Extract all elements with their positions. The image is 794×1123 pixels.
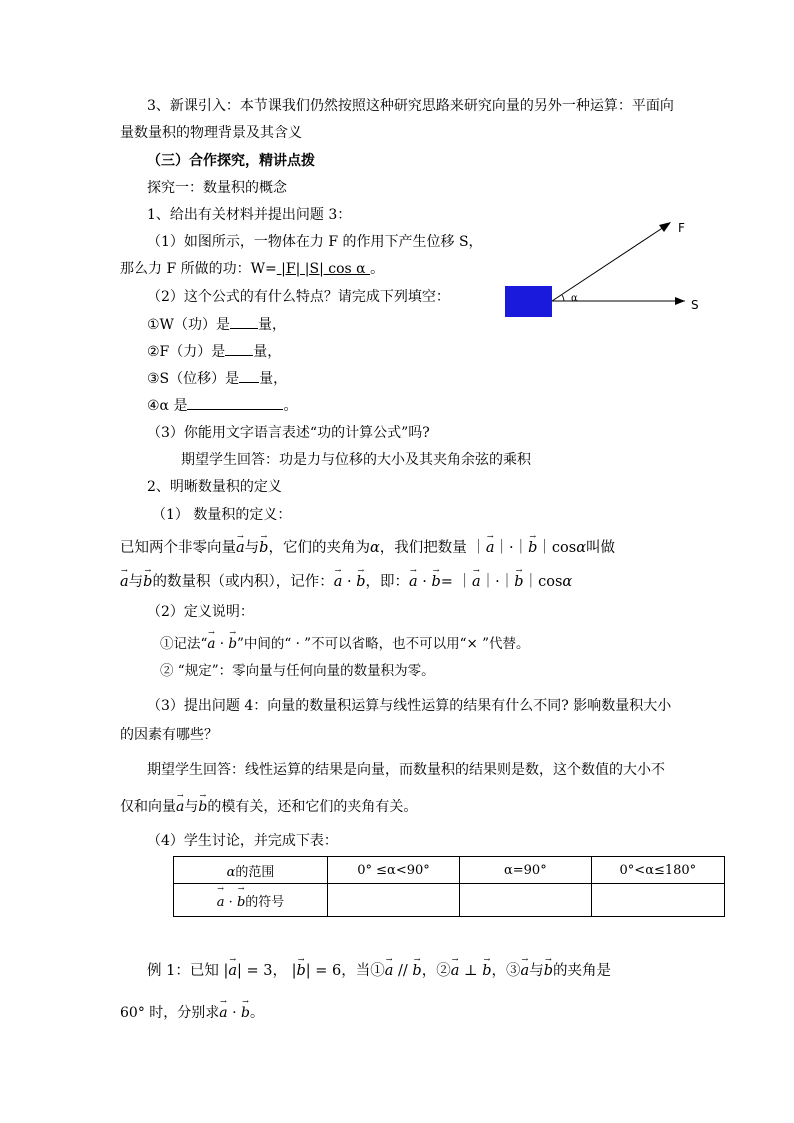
ex1-text-c: | = 6，当① xyxy=(305,963,385,979)
displacement-label: S xyxy=(691,298,699,312)
note-2: ② “规定”：零向量与任何向量的数量积为零。 xyxy=(160,663,435,679)
vector-a: → a xyxy=(217,895,225,910)
parallel-operator: // xyxy=(393,963,413,979)
definition-heading: （1） 数量积的定义： xyxy=(152,507,292,523)
alpha-symbol: α xyxy=(226,864,236,880)
fill-2-suffix: 量， xyxy=(253,344,282,360)
ex1-text-a: 例 1：已知 | xyxy=(147,963,229,979)
expected-answer-1: 期望学生回答：功是力与位移的大小及其夹角余弦的乘积 xyxy=(181,452,531,468)
force-arrow xyxy=(552,225,667,301)
displacement-arrowhead xyxy=(675,297,685,305)
d1-text-a: 已知两个非零向量 xyxy=(120,540,236,556)
fill-3-label: ③S（位移）是 xyxy=(147,371,240,387)
ex1-text-h: 与 xyxy=(529,963,544,979)
question-2: （2）这个公式的有什么特点？请完成下列填空： xyxy=(147,289,450,305)
item-2: 2、明晰数量积的定义 xyxy=(147,479,282,495)
explore-heading: 探究一：数量积的概念 xyxy=(147,180,287,196)
fill-4 xyxy=(147,395,297,416)
ex1-text-b: | = 3， | xyxy=(237,963,297,979)
definition-line-1 xyxy=(120,538,615,558)
perpendicular-operator: ⊥ xyxy=(459,963,483,979)
dot-operator: · xyxy=(417,574,432,590)
vector-b: → b xyxy=(228,634,237,654)
note-heading: （2）定义说明： xyxy=(147,604,254,620)
vector-a: → a xyxy=(385,961,394,981)
dot-operator: · xyxy=(224,894,237,910)
table-cell-obtuse[interactable] xyxy=(591,884,724,917)
question-4b: 的因素有哪些？ xyxy=(120,727,218,743)
question-3: （3）你能用文字语言表述“功的计算公式”吗? xyxy=(147,425,430,441)
vector-b: → b xyxy=(198,797,207,817)
fill-4-blank[interactable] xyxy=(187,395,283,410)
table-header-row xyxy=(174,857,725,884)
vector-b: → b xyxy=(544,961,553,981)
table-header-acute: 0° ≤α<90° xyxy=(328,857,460,884)
vector-b: → b xyxy=(412,961,421,981)
range-label: 的范围 xyxy=(235,864,275,880)
ex2-text-c: 。 xyxy=(249,1005,264,1021)
ex1-text-e: ，② xyxy=(421,963,451,979)
fill-1-blank[interactable] xyxy=(230,314,258,329)
sign-table xyxy=(173,856,725,917)
d1-text-d: ，我们把数量 ｜ xyxy=(379,540,486,556)
ex1-text-i: 的夹角是 xyxy=(552,963,611,979)
discussion-prompt: （4）学生讨论，并完成下表： xyxy=(147,833,338,849)
note-1 xyxy=(160,634,529,654)
d1-text-e: ｜·｜ xyxy=(494,540,529,556)
vector-a: → a xyxy=(207,634,215,654)
d2-text-g: ｜·｜ xyxy=(480,574,515,590)
dot-operator: · xyxy=(215,636,229,652)
table-header-obtuse: 0°<α≤180° xyxy=(591,857,724,884)
section-heading: （三）合作探究，精讲点拨 xyxy=(147,153,315,169)
vector-b: → b xyxy=(143,572,152,592)
vector-b: → b xyxy=(241,1003,250,1023)
d1-text-f: ｜cos xyxy=(537,540,577,556)
example-1-line-2 xyxy=(120,1003,264,1023)
vector-a: → a xyxy=(120,572,129,592)
vector-a: → a xyxy=(521,961,530,981)
question-1a: （1）如图所示，一物体在力 F 的作用下产生位移 S， xyxy=(147,234,483,250)
fill-2-label: ②F（力）是 xyxy=(147,344,226,360)
vector-a: → a xyxy=(219,1003,227,1023)
fill-3-suffix: 量， xyxy=(259,371,288,387)
alpha-symbol: α xyxy=(369,540,380,556)
ans2-text-1: 仅和向量 xyxy=(120,799,176,815)
ex2-text-a: 60° 时，分别求 xyxy=(120,1005,220,1021)
d2-text-d: ，即： xyxy=(365,574,409,590)
work-formula-fill: |F| |S| cos α xyxy=(276,261,371,277)
table-cell-acute[interactable] xyxy=(328,884,460,917)
fill-4-label: ④α 是 xyxy=(147,398,188,414)
angle-arc xyxy=(562,295,564,301)
intro-line-1: 3、新课引入：本节课我们仍然按照这种研究思路来研究向量的另外一种运算：平面向 xyxy=(147,98,674,114)
angle-label: α xyxy=(571,293,578,304)
vector-a: → a xyxy=(176,797,184,817)
table-cell-right[interactable] xyxy=(459,884,591,917)
object-block xyxy=(505,286,552,317)
note-1-a: ①记法“ xyxy=(160,636,208,652)
work-formula-prefix: 那么力 F 所做的功：W= xyxy=(120,261,277,277)
vector-a: → a xyxy=(334,572,343,592)
fill-1 xyxy=(147,314,286,335)
work-formula-end: 。 xyxy=(370,261,385,277)
sign-label: 的符号 xyxy=(245,894,285,910)
item-1: 1、给出有关材料并提出问题 3： xyxy=(147,207,352,223)
vector-b: → b xyxy=(356,572,365,592)
force-diagram xyxy=(495,212,710,327)
table-row xyxy=(174,884,725,917)
fill-4-suffix: 。 xyxy=(283,398,298,414)
d2-text-h: ｜cos xyxy=(523,574,563,590)
expected-answer-2a: 期望学生回答：线性运算的结果是向量，而数量积的结果则是数，这个数值的大小不 xyxy=(147,762,665,778)
example-1-line-1 xyxy=(147,961,611,981)
table-row-label xyxy=(174,884,328,917)
d1-text-g: 叫做 xyxy=(586,540,616,556)
d1-text-c: ，它们的夹角为 xyxy=(268,540,370,556)
ans2-text-2: 与 xyxy=(184,799,199,815)
vector-b: → b xyxy=(296,961,305,981)
vector-a: → a xyxy=(236,538,245,558)
d2-text-b: 的数量积（或内积），记作： xyxy=(152,574,334,590)
definition-line-2 xyxy=(120,572,572,592)
question-4a: （3）提出问题 4：向量的数量积运算与线性运算的结果有什么不同? 影响数量积大小 xyxy=(147,698,672,714)
intro-line-2: 量数量积的物理背景及其含义 xyxy=(120,125,302,141)
d2-text-f: = ｜ xyxy=(440,574,473,590)
vector-b: → b xyxy=(528,538,537,558)
vector-b: → b xyxy=(259,538,268,558)
fill-1-label: ①W（功）是 xyxy=(147,317,230,333)
fill-3-blank[interactable] xyxy=(239,368,259,383)
vector-a: → a xyxy=(472,572,481,592)
alpha-symbol: α xyxy=(576,540,587,556)
dot-operator: · xyxy=(342,574,357,590)
vector-b: → b xyxy=(431,572,440,592)
d1-text-b: 与 xyxy=(244,540,260,556)
ex1-text-g: ，③ xyxy=(491,963,521,979)
fill-3 xyxy=(147,368,287,389)
fill-2-blank[interactable] xyxy=(225,341,253,356)
table-header-range xyxy=(174,857,328,884)
table-header-right: α=90° xyxy=(459,857,591,884)
question-1b xyxy=(120,259,384,279)
vector-b: → b xyxy=(482,961,491,981)
fill-1-suffix: 量， xyxy=(257,317,286,333)
vector-a: → a xyxy=(409,572,418,592)
dot-operator: · xyxy=(227,1005,241,1021)
vector-a: → a xyxy=(228,961,237,981)
vector-a: → a xyxy=(486,538,495,558)
force-label: F xyxy=(678,221,685,235)
ans2-text-3: 的模有关，还和它们的夹角有关。 xyxy=(207,799,418,815)
expected-answer-2b xyxy=(120,797,417,817)
note-1-c: ”中间的“ · ”不可以省略，也不可以用“× ”代替。 xyxy=(237,636,530,652)
force-arrowhead xyxy=(659,222,671,232)
vector-a: → a xyxy=(451,961,460,981)
vector-b: → b xyxy=(514,572,523,592)
vector-b: → b xyxy=(237,895,245,910)
alpha-symbol: α xyxy=(562,574,573,590)
d2-text-a: 与 xyxy=(128,574,144,590)
fill-2 xyxy=(147,341,281,362)
